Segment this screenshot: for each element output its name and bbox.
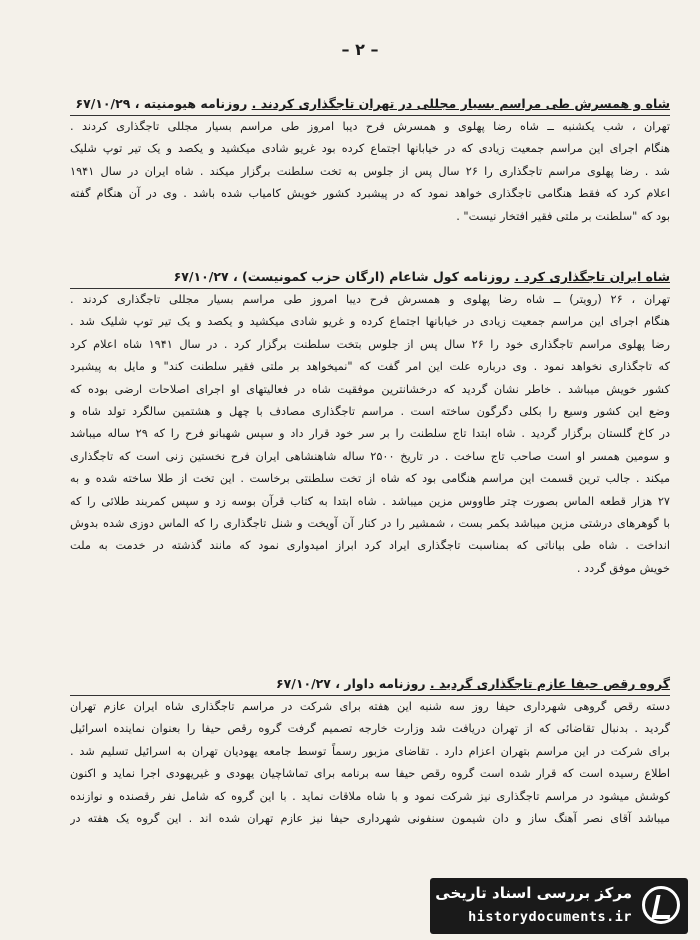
text-line: کوشش میشود در مراسم تاجگذاری نیز شرکت نمود و با شاه ملاقات نماید . با این گروه که شامل نفر رقصنده و نوازنده [70, 789, 670, 803]
article-body [70, 289, 670, 580]
text-line: اطلاع رسیده است که قرار شده است گروه رقص حیفا سه برنامه برای تماشاچیان یهودی و غیریهودی اجرا نماید و اکنون [70, 767, 670, 781]
article-title: گروه رقص حیفا عازم تاجگذاری گردید . [429, 676, 670, 691]
watermark-banner [430, 878, 688, 934]
text-line: وضع این کشور وسیع را بکلی دگرگون ساخته است . مراسم تاجگذاری مصادف با چهل و هشتمین سالگرد تولد شاه و [70, 405, 670, 419]
text-line: دسته رقص گروهی شهرداری حیفا روز سه شنبه این هفته برای شرکت در مراسم تاجگذاری شاه ایران عازم تهران [70, 700, 670, 713]
article-title: شاه و همسرش طی مراسم بسیار مجللی در تهران تاجگذاری کردند . [251, 96, 670, 111]
text-line: هنگام اجرای این مراسم جمعیت زیادی که در خیابانها اجتماع کرده بود غریو شادی میکشید و یکصد و یک تیر توپ شلیک [70, 142, 670, 156]
text-line: و سومین همسر او است صاحب تاج ساخت . در تاریخ ۲۵۰۰ ساله شاهنشاهی ایران فرح نخستین زنی است که تاجگذاری [70, 449, 670, 463]
text-line: هنگام اجرای این مراسم جمعیت زیادی در خیابانها اجتماع کرده و غریو شادی میکشید و یکصد و یک تیر توپ شلیک شد . [70, 315, 670, 329]
watermark-url: historydocuments.ir [468, 909, 632, 925]
article-source: روزنامه کول شاعام (ارگان حزب کمونیست) ، ۶۷/۱۰/۲۷ [173, 269, 511, 284]
text-line: رضا پهلوی مراسم تاجگذاری خود را ۲۶ سال پس از جلوس بتخت سلطنت برگزار کرد . در سال ۱۹۴۱ شاه اعلام کرد [70, 337, 670, 351]
article-coronation-kol-haam [70, 268, 670, 580]
article-body [70, 116, 670, 228]
text-line: ۲۷ هزار قطعه الماس بصورت چتر طاووس مزین میباشد . شاه ابتدا به کتاب قرآن بوسه زد و سپس کمربند طلائی را که [70, 494, 670, 508]
article-source: روزنامه داوار ، ۶۷/۱۰/۲۷ [276, 676, 426, 691]
article-heading [70, 95, 670, 116]
text-line: با گوهرهای درشتی مزین میباشد بکمر بست ، شمشیر را در کنار آن آویخت و شنل تاجگذاری را که الماس دوزی شده بدوش [70, 517, 670, 531]
text-line: اعلام کرد که فقط هنگامی تاجگذاری خواهد نمود که در پیشبرد کشور خویش کامیاب شده باشد . وی در آن هنگام گفته [70, 187, 670, 201]
article-haifa-dance-group [70, 675, 670, 830]
watermark-title: مرکز بررسی اسناد تاریخی [435, 884, 632, 902]
text-line: کشور خویش میباشد . خاطر نشان گردید که درخشانترین موفقیت شاه در فعالیتهای او اجرای اصلاحات ارضی بوده که [70, 382, 670, 396]
text-line: انداخت . شاه طی بیاناتی که بمناسبت تاجگذاری ایراد کرد ابراز امیدواری نمود که مانند گذشته در خدمت به ملت [70, 539, 670, 553]
text-line: برای شرکت در این مراسم بتهران اعزام دارد . تقاضای مزبور رسماً توسط جامعه یهودیان تهران به اسرائیل تسلیم شد . [70, 744, 670, 758]
text-line: بود که "سلطنت بر ملتی فقیر افتخار نیست" . [456, 209, 670, 223]
text-line: در کاخ گلستان برگزار گردید . شاه ابتدا تاج سلطنت را بر سر خود قرار داد و سپس شهبانو فرح را که ۲۹ ساله میباشد [70, 427, 670, 441]
article-title: شاه ایران تاجگذاری کرد . [514, 269, 670, 284]
article-heading [70, 675, 670, 696]
text-line: خویش موفق گردد . [576, 561, 670, 575]
archive-logo-icon [642, 886, 680, 924]
text-line: گردید . بدنبال تقاضائی که از تهران دریافت شد وزارت خارجه تصمیم گرفت گروه رقص حیفا را بعنوان نماینده اسرائیل [70, 722, 670, 736]
article-source: روزنامه هیومنیته ، ۶۷/۱۰/۲۹ [75, 96, 248, 111]
article-coronation-humanite [70, 95, 670, 228]
text-line: میکند . جالب ترین قسمت این مراسم هنگامی بود که شاه از تخت سلطنتی برخاست . این تخت از طلا ساخته شده و به [70, 472, 670, 486]
text-line: که تاجگذاری نخواهد نمود . وی درباره علت این امر گفت که "نمیخواهد بر ملتی فقیر سلطنت کند" و مایل به پیشبرد [70, 360, 670, 374]
article-body [70, 696, 670, 830]
text-line: شد . رضا پهلوی مراسم تاجگذاری را ۲۶ سال پس از جلوس به تخت سلطنت برگزار میکند . شاه ایران در سال ۱۹۴۱ [70, 164, 670, 178]
article-heading [70, 268, 670, 289]
text-line: تهران ، شب یکشنبه ــ شاه رضا پهلوی و همسرش فرح دیبا امروز طی مراسم بسیار مجللی تاجگذاری کردند . [70, 120, 670, 133]
page-number: – ۲ – [341, 40, 379, 59]
text-line: تهران ، ۲۶ (رویتر) ــ شاه رضا پهلوی و همسرش فرح دیبا امروز طی مراسم بسیار مجللی تاجگذاری کردند . [70, 293, 670, 306]
text-line: میباشد آقای نصر آهنگ ساز و دان شیمون سنفونی شهرداری حیفا نیز عازم تهران شده اند . این گروه یک هفته در [70, 812, 670, 826]
